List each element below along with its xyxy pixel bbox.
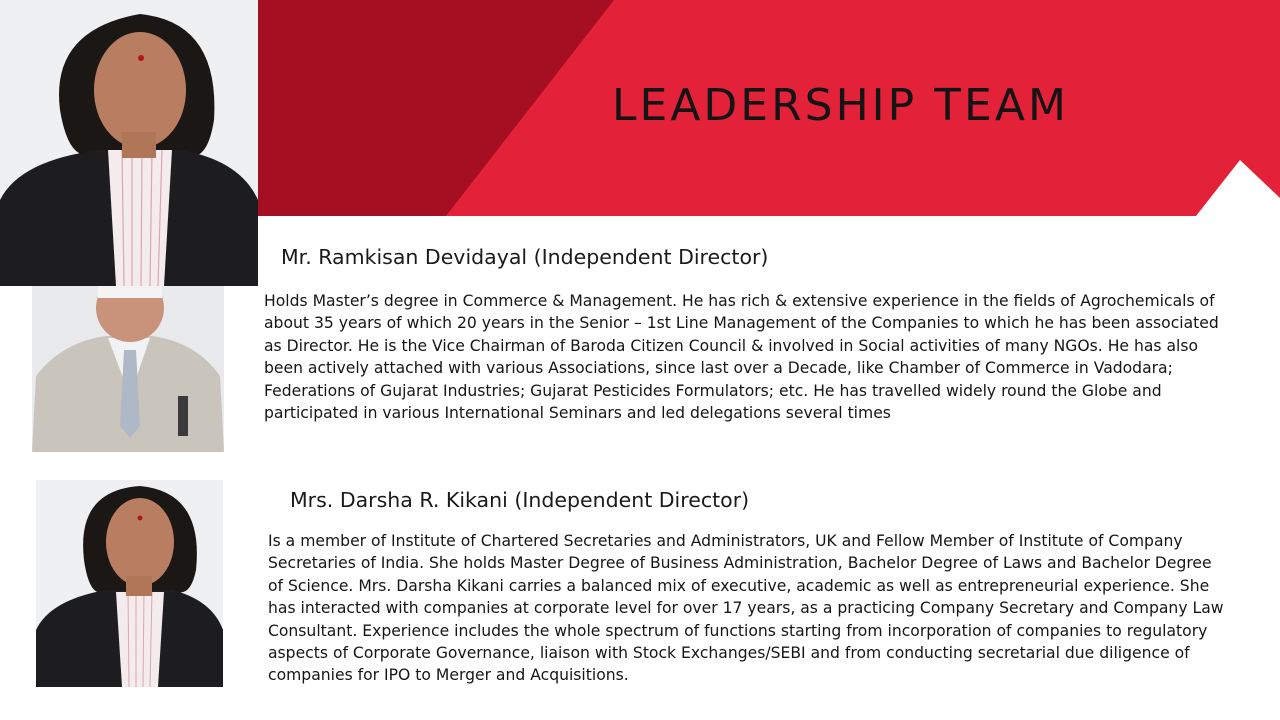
member-2-bio: Is a member of Institute of Chartered Secretaries and Administrators, UK and Fellow Member of Institute of Company Secretaries of India. She holds Master Degree of Business Administration, Bachelor Degree of Laws and Bachelor Degree of Science. Mrs. Darsha Kikani carries a balanced mix of executive, academic as well as entrepreneurial experience. She has interacted with companies at corporate level for over 17 years, as a practicing Company Secretary and Company Law Consultant. Experience includes the whole spectrum of functions starting from incorporation of companies to regulatory aspects of Corporate Governance, liaison with Stock Exchanges/SEBI and from conducting secretarial due diligence of companies for IPO to Merger and Acquisitions. <box>268 532 1224 685</box>
member-1-photo <box>32 286 224 452</box>
member-1-bio: Holds Master’s degree in Commerce & Management. He has rich & extensive experience in the fields of Agrochemicals of about 35 years of which 20 years in the Senior – 1st Line Management of the Companies to which he has been associated as Director. He is the Vice Chairman of Baroda Citizen Council & involved in Social activities of many NGOs. He has also been actively attached with various Associations, since last over a Decade, like Chamber of Commerce in Vadodara; Federations of Gujarat Industries; Gujarat Pesticides Formulators; etc. He has travelled widely round the Globe and participated in various International Seminars and led delegations several times <box>264 292 1219 423</box>
member-2-name: Mrs. Darsha R. Kikani (Independent Director) <box>290 488 750 512</box>
member-2-photo <box>36 480 223 687</box>
featured-portrait-photo <box>0 0 258 286</box>
member-1-name: Mr. Ramkisan Devidayal (Independent Director) <box>281 245 769 269</box>
page-title: LEADERSHIP TEAM <box>612 80 1069 131</box>
